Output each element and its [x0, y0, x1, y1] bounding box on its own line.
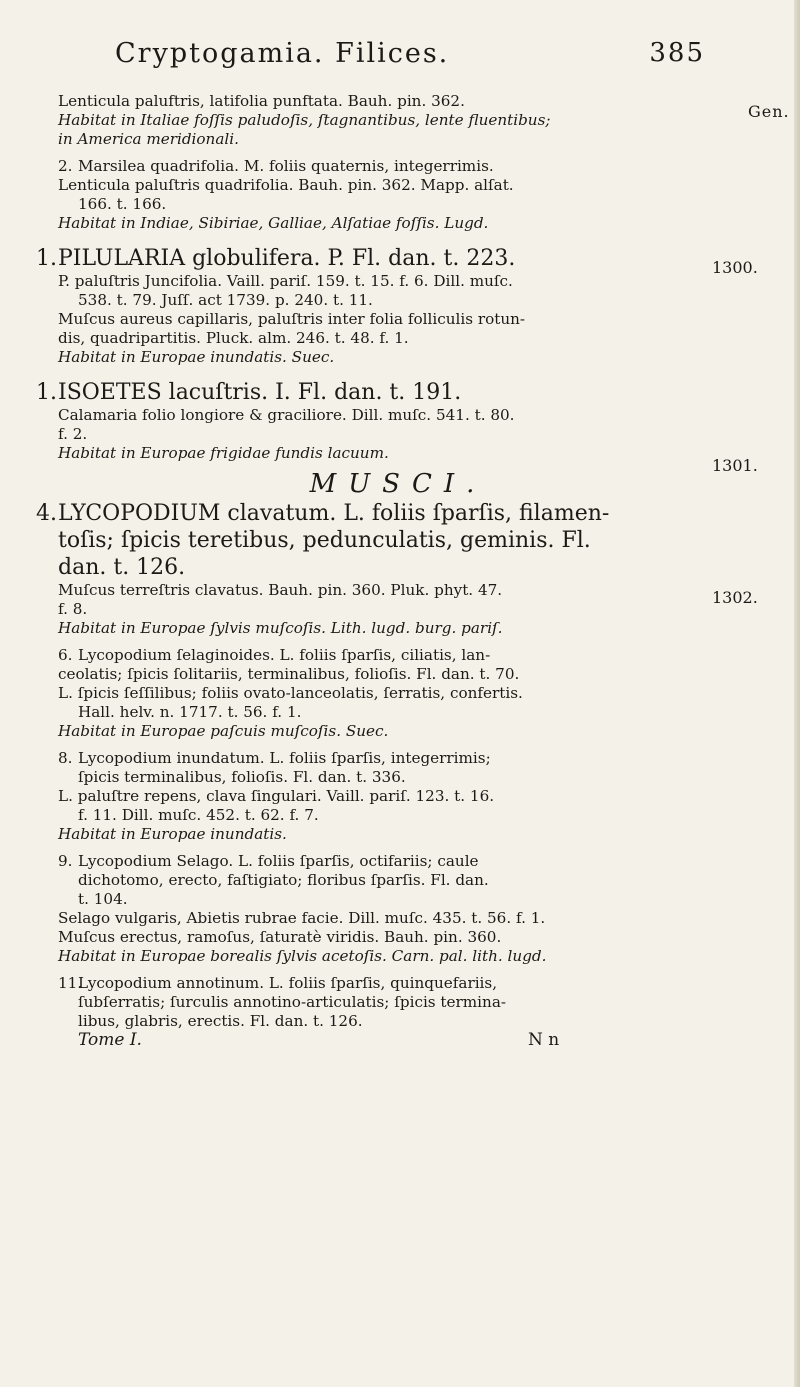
margin-gen-label: Gen.	[748, 102, 790, 121]
lycopodium-clavatum-line-1: Muſcus terreſtris clavatus. Bauh. pin. 360. Pluk. phyt. 47.	[58, 581, 503, 599]
lycopodium-inundatum-line-3: L. paluſtre repens, clava ſingulari. Vaill. pariſ. 123. t. 16.	[58, 787, 495, 805]
lycopodium-selaginoides-line-1: Lycopodium ſelaginoides. L. foliis ſparſis, ciliatis, lan-	[78, 646, 491, 664]
lenticula-synonym: Lenticula paluftris, latifolia punftata. Bauh. pin. 362.	[58, 92, 465, 110]
lycopodium-selaginoides-entry	[58, 646, 738, 741]
lycopodium-selago-entry	[58, 852, 738, 966]
lycopodium-clavatum-entry	[36, 500, 738, 638]
lycopodium-selaginoides-line-2: ceolatis; ſpicis ſolitariis, terminalibus, folioſis. Fl. dan. t. 70.	[58, 665, 520, 683]
lycopodium-selago-habitat: Habitat in Europae borealis ſylvis acetoſis. Carn. pal. lith. lugd.	[58, 947, 547, 965]
lenticula-habitat-2: in America meridionali.	[58, 130, 239, 148]
isoetes-title: ISOETES lacuſtris. I. Fl. dan. t. 191.	[58, 380, 462, 405]
lycopodium-selaginoides-line-4: Hall. helv. n. 1717. t. 56. f. 1.	[78, 703, 302, 721]
lycopodium-selago-line-1: Lycopodium Selago. L. foliis ſparſis, octifariis; caule	[78, 852, 479, 870]
margin-number-lycopodium: 1302.	[712, 588, 758, 607]
lycopodium-selago-line-3: t. 104.	[78, 890, 128, 908]
running-title: Cryptogamia. Filices.	[115, 38, 450, 69]
marsilea-line-1: Marsilea quadrifolia. M. foliis quaternis, integerrimis.	[78, 157, 494, 175]
footer-tome: Tome I.	[78, 1030, 142, 1050]
lycopodium-selago-number: 9.	[58, 852, 73, 870]
lycopodium-annotinum-entry	[58, 974, 738, 1031]
pilularia-line-1: P. paluſtris Juncifolia. Vaill. pariſ. 159. t. 15. f. 6. Dill. muſc.	[58, 272, 513, 290]
lenticula-entry	[58, 92, 738, 149]
pilularia-number: 1.	[36, 246, 57, 271]
lycopodium-annotinum-line-3: libus, glabris, erectis. Fl. dan. t. 126.	[78, 1012, 363, 1030]
lycopodium-annotinum-line-1: Lycopodium annotinum. L. foliis ſparſis, quinquefariis,	[78, 974, 498, 992]
marsilea-entry	[58, 157, 738, 233]
pilularia-title: PILULARIA globulifera. P. Fl. dan. t. 223.	[58, 246, 516, 271]
lycopodium-inundatum-entry	[58, 749, 738, 844]
margin-number-pilularia: 1300.	[712, 258, 758, 277]
lycopodium-clavatum-title: LYCOPODIUM clavatum. L. foliis ſparſis, filamen-	[58, 501, 610, 526]
lycopodium-clavatum-title-3: dan. t. 126.	[58, 555, 186, 580]
lycopodium-annotinum-line-2: ſubſerratis; ſurculis annotino-articulatis; ſpicis termina-	[78, 993, 507, 1011]
pilularia-habitat: Habitat in Europae inundatis. Suec.	[58, 348, 335, 366]
lycopodium-inundatum-habitat: Habitat in Europae inundatis.	[58, 825, 287, 843]
marsilea-habitat: Habitat in Indiae, Sibiriae, Galliae, Alſatiae foſſis. Lugd.	[58, 214, 489, 232]
footer-signature: N n	[528, 1030, 560, 1050]
lycopodium-selaginoides-number: 6.	[58, 646, 73, 664]
lycopodium-clavatum-title-1	[36, 500, 738, 527]
lycopodium-selaginoides-line-3: L. ſpicis ſeſſilibus; foliis ovato-lanceolatis, ſerratis, confertis.	[58, 684, 523, 702]
page-edge	[794, 0, 800, 1387]
lycopodium-selaginoides-habitat: Habitat in Europae paſcuis muſcoſis. Suec.	[58, 722, 389, 740]
running-header	[115, 38, 715, 86]
text-column	[36, 92, 738, 1053]
lycopodium-inundatum-line-2: ſpicis terminalibus, folioſis. Fl. dan. t. 336.	[78, 768, 406, 786]
lycopodium-inundatum-line-4: f. 11. Dill. muſc. 452. t. 62. f. 7.	[78, 806, 319, 824]
margin-number-isoetes: 1301.	[712, 456, 758, 475]
lycopodium-selago-line-2: dichotomo, erecto, faſtigiato; floribus ſparſis. Fl. dan.	[78, 871, 489, 889]
isoetes-line-2: f. 2.	[58, 425, 88, 443]
page-footer	[58, 1031, 738, 1053]
page-number: 385	[649, 38, 705, 68]
section-title-musci: MUSCI.	[309, 469, 487, 499]
pilularia-line-3: Muſcus aureus capillaris, paluſtris inter folia folliculis rotun-	[58, 310, 526, 328]
marsilea-number: 2.	[58, 157, 73, 175]
isoetes-title-line	[36, 379, 738, 406]
isoetes-entry	[36, 379, 738, 463]
lycopodium-inundatum-line-1: Lycopodium inundatum. L. foliis ſparſis, integerrimis;	[78, 749, 491, 767]
isoetes-habitat: Habitat in Europae frigidae fundis lacuum.	[58, 444, 389, 462]
lycopodium-clavatum-habitat: Habitat in Europae ſylvis muſcoſis. Lith. lugd. burg. pariſ.	[58, 619, 503, 637]
lycopodium-clavatum-line-2: f. 8.	[58, 600, 88, 618]
pilularia-line-2: 538. t. 79. Juſſ. act 1739. p. 240. t. 11.	[78, 291, 373, 309]
isoetes-number: 1.	[36, 380, 57, 405]
isoetes-line-1: Calamaria folio longiore & graciliore. Dill. muſc. 541. t. 80.	[58, 406, 515, 424]
lycopodium-inundatum-number: 8.	[58, 749, 73, 767]
lycopodium-selago-line-4: Selago vulgaris, Abietis rubrae facie. Dill. muſc. 435. t. 56. f. 1.	[58, 909, 546, 927]
lycopodium-annotinum-number: 11.	[58, 974, 83, 992]
marsilea-line-2: Lenticula paluſtris quadrifolia. Bauh. pin. 362. Mapp. alſat.	[58, 176, 514, 194]
pilularia-title-line	[36, 245, 738, 272]
lycopodium-selago-line-5: Muſcus erectus, ramoſus, ſaturatè viridis. Bauh. pin. 360.	[58, 928, 502, 946]
lenticula-habitat-1: Habitat in Italiae foſſis paludoſis, ſtagnantibus, lente fluentibus;	[58, 111, 551, 129]
pilularia-entry	[36, 245, 738, 367]
marsilea-line-3: 166. t. 166.	[78, 195, 167, 213]
pilularia-line-4: dis, quadripartitis. Pluck. alm. 246. t. 48. f. 1.	[58, 329, 409, 347]
lycopodium-clavatum-title-2: toſis; ſpicis teretibus, pedunculatis, geminis. Fl.	[58, 528, 591, 553]
lycopodium-clavatum-number: 4.	[36, 501, 57, 526]
